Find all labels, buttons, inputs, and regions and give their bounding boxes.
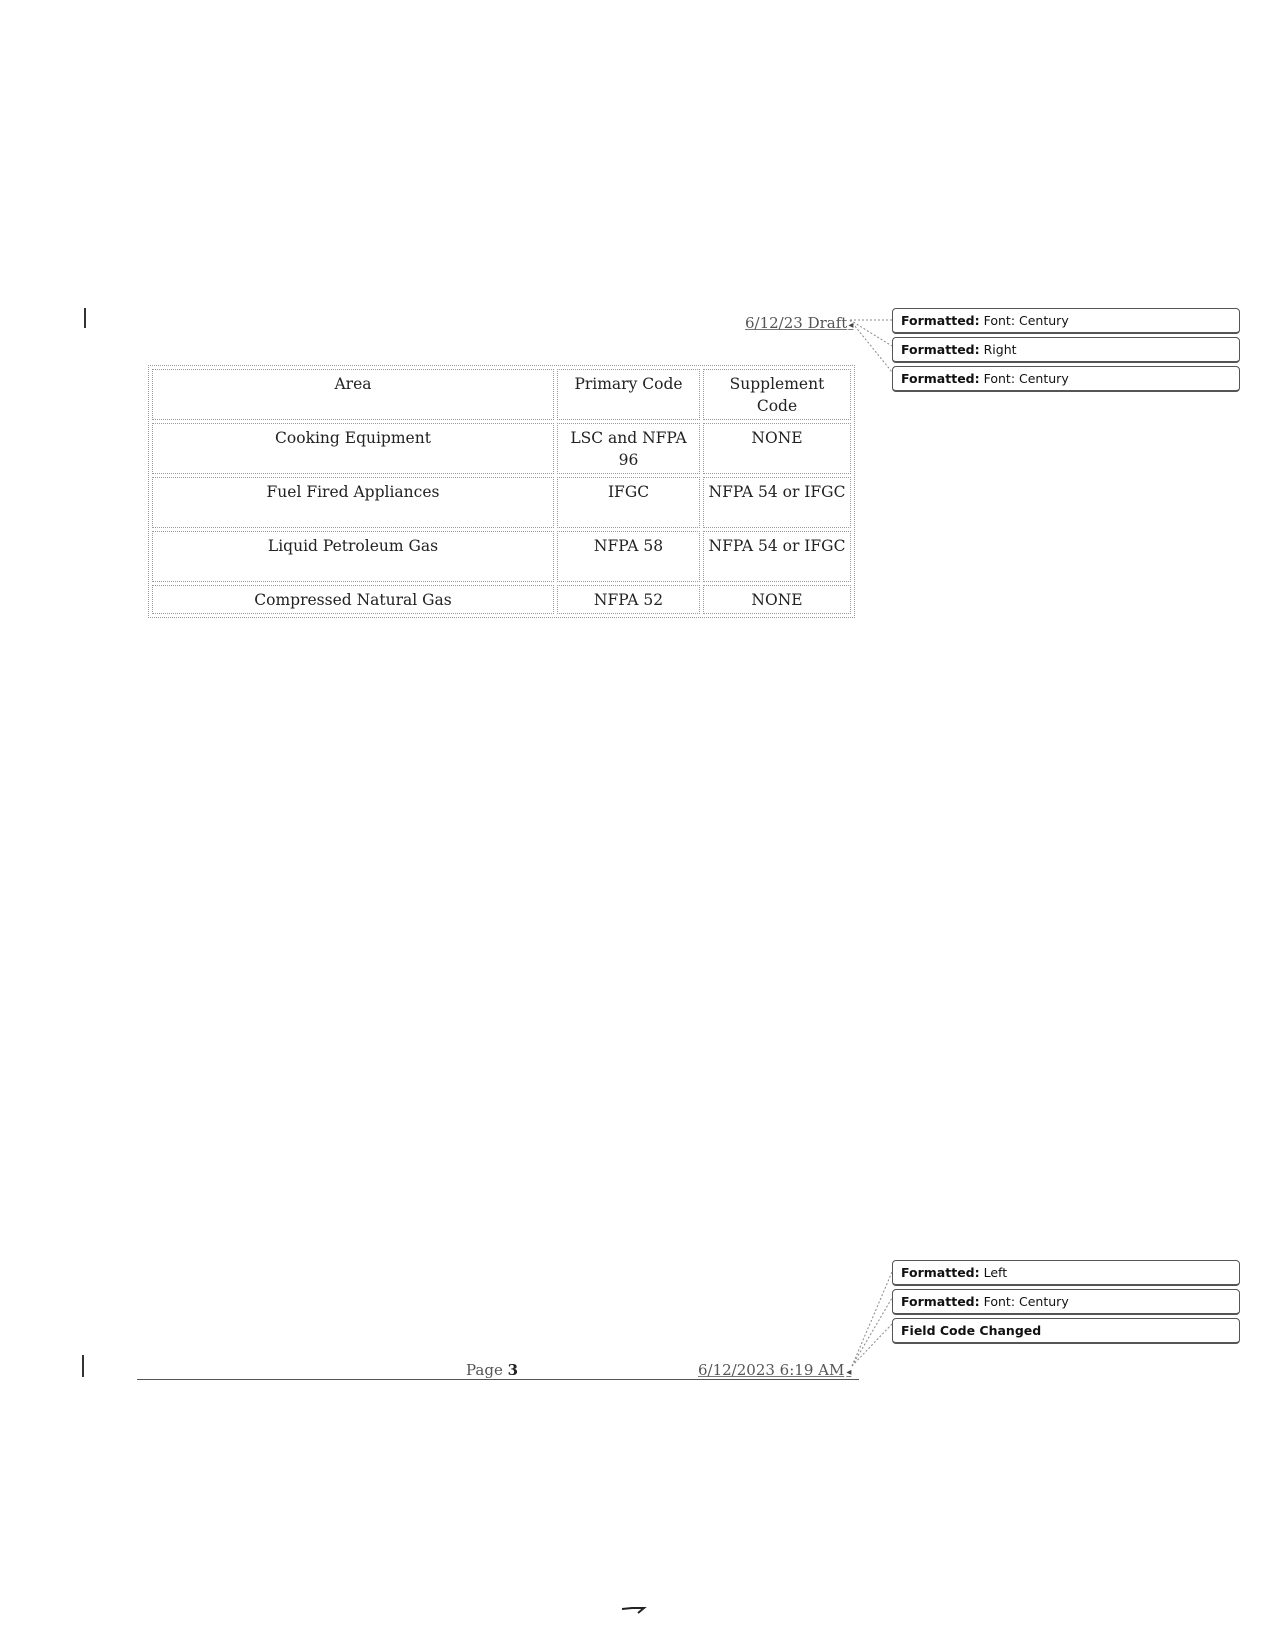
footer-page-number: 3 — [507, 1361, 519, 1379]
cell-primary-code: NFPA 52 — [557, 585, 700, 614]
connector-line — [852, 1324, 892, 1366]
balloon-label: Formatted: — [901, 342, 980, 357]
balloon-detail: Left — [983, 1265, 1008, 1280]
footer-page — [466, 1361, 518, 1379]
cell-supplement-code: NONE — [703, 585, 851, 614]
footer-timestamp-text: 6/12/2023 6:19 AM — [698, 1361, 845, 1379]
table-row — [152, 423, 851, 474]
change-bar-bottom — [82, 1355, 84, 1377]
cell-primary-code: LSC and NFPA 96 — [557, 423, 700, 474]
change-bar-top — [84, 308, 86, 328]
balloon-label: Formatted: — [901, 1294, 980, 1309]
cell-supplement-code: NFPA 54 or IFGC — [703, 531, 851, 582]
footer-rule — [137, 1379, 859, 1380]
cell-primary-code: IFGC — [557, 477, 700, 528]
connector-line — [850, 320, 892, 372]
cell-primary-code: NFPA 58 — [557, 531, 700, 582]
balloon-detail: Font: Century — [983, 313, 1069, 328]
balloon-label: Field Code Changed — [901, 1323, 1042, 1338]
header-primary-code: Primary Code — [557, 369, 700, 420]
balloon-label: Formatted: — [901, 313, 980, 328]
connector-line — [852, 1298, 892, 1366]
comment-balloon[interactable] — [892, 1260, 1240, 1286]
cell-area: Liquid Petroleum Gas — [152, 531, 554, 582]
cell-area: Compressed Natural Gas — [152, 585, 554, 614]
header-supplement-code: Supplement Code — [703, 369, 851, 420]
header-draft-text: 6/12/23 Draft — [745, 314, 848, 332]
connector-line — [850, 320, 892, 346]
table-row — [152, 477, 851, 528]
footer-timestamp — [698, 1361, 851, 1379]
paragraph-mark-icon: ◂ — [846, 1367, 852, 1378]
cell-supplement-code: NONE — [703, 423, 851, 474]
comment-balloon[interactable] — [892, 1289, 1240, 1315]
cell-supplement-code: NFPA 54 or IFGC — [703, 477, 851, 528]
balloon-detail: Right — [983, 342, 1017, 357]
table-row — [152, 531, 851, 582]
cell-area: Cooking Equipment — [152, 423, 554, 474]
header-area: Area — [152, 369, 554, 420]
cell-area: Fuel Fired Appliances — [152, 477, 554, 528]
code-table — [148, 365, 855, 618]
balloon-label: Formatted: — [901, 1265, 980, 1280]
table-row — [152, 585, 851, 614]
comment-balloons-bottom — [892, 1260, 1240, 1347]
table-header-row — [152, 369, 851, 420]
scan-mark-icon — [620, 1606, 648, 1614]
footer-page-label: Page — [466, 1361, 503, 1379]
comment-balloon[interactable] — [892, 337, 1240, 363]
paragraph-mark-icon: ◂ — [848, 320, 854, 331]
balloon-detail: Font: Century — [983, 371, 1069, 386]
comment-balloon[interactable] — [892, 1318, 1240, 1344]
comment-balloons-top — [892, 308, 1240, 395]
header-draft-label — [745, 314, 853, 332]
connector-line — [852, 1272, 892, 1366]
balloon-detail: Font: Century — [983, 1294, 1069, 1309]
comment-balloon[interactable] — [892, 308, 1240, 334]
balloon-label: Formatted: — [901, 371, 980, 386]
comment-balloon[interactable] — [892, 366, 1240, 392]
